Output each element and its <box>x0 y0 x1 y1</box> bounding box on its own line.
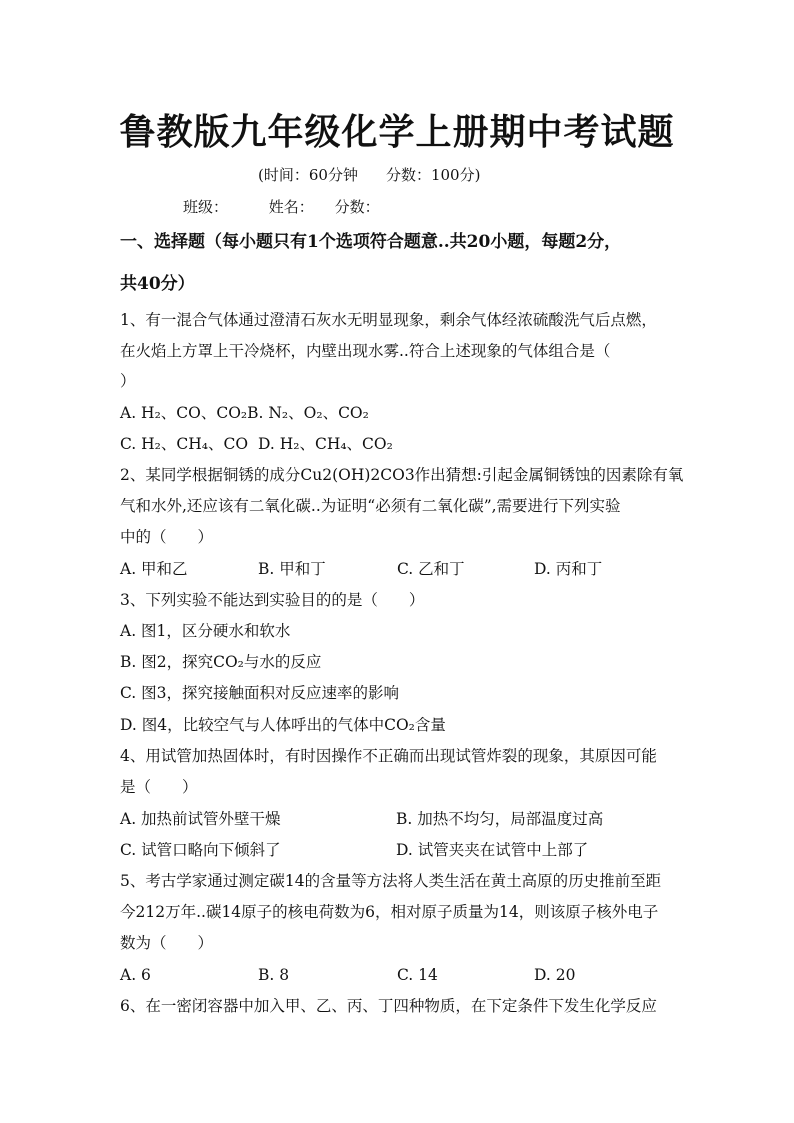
option-d: D. 20 <box>534 966 576 984</box>
question-1-line-3: ） <box>120 372 136 390</box>
option-c: C. 图3，探究接触面积对反应速率的影响 <box>120 684 400 702</box>
question-2-line-2: 气和水外,还应该有二氧化碳..为证明“必须有二氧化碳”,需要进行下列实验 <box>120 497 621 515</box>
option-a: A. 6 <box>120 966 151 984</box>
option-c: C. 试管口略向下倾斜了 <box>120 841 281 859</box>
question-5-line-3: 数为（ ） <box>120 934 214 952</box>
section-heading-cont: 共40分） <box>120 274 195 294</box>
option-d: D. 图4，比较空气与人体呼出的气体中CO₂含量 <box>120 716 446 734</box>
option-a: A. 加热前试管外壁干燥 <box>120 810 281 828</box>
question-5-line-2: 今212万年..碳14原子的核电荷数为6，相对原子质量为14，则该原子核外电子 <box>120 903 659 921</box>
exam-info <box>258 164 480 185</box>
option-b: B. 8 <box>258 966 290 984</box>
option-d: D. 丙和丁 <box>534 560 603 578</box>
class-label: 班级： <box>183 198 229 216</box>
name-label: 姓名： <box>268 198 314 216</box>
option-c: C. H₂、CH₄、CO <box>120 435 249 453</box>
option-b: B. 图2，探究CO₂与水的反应 <box>120 653 322 671</box>
option-a-b: A. H₂、CO、CO₂B. N₂、O₂、CO₂ <box>120 404 369 422</box>
question-2-line-3: 中的（ ） <box>120 528 214 546</box>
time-info: (时间：60分钟 <box>258 166 358 184</box>
question-2-line-1: 2、某同学根据铜锈的成分Cu2(OH)2CO3作出猜想:引起金属铜锈蚀的因素除有氧 <box>120 466 684 484</box>
section-heading: 一、选择题（每小题只有1个选项符合题意..共20小题，每题2分， <box>120 232 622 252</box>
option-c: C. 乙和丁 <box>397 560 465 578</box>
question-4-line-2: 是（ ） <box>120 778 198 796</box>
option-a: A. 图1，区分硬水和软水 <box>120 622 291 640</box>
question-1-line-2: 在火焰上方罩上干冷烧杯，内壁出现水雾..符合上述现象的气体组合是（ <box>120 342 611 360</box>
question-5-line-1: 5、考古学家通过测定碳14的含量等方法将人类生活在黄土高原的历史推前至距 <box>120 872 662 890</box>
option-b: B. 甲和丁 <box>258 560 326 578</box>
question-4-line-1: 4、用试管加热固体时，有时因操作不正确而出现试管炸裂的现象，其原因可能 <box>120 747 657 765</box>
option-a: A. 甲和乙 <box>120 560 188 578</box>
question-6-line-1: 6、在一密闭容器中加入甲、乙、丙、丁四种物质，在下定条件下发生化学反应 <box>120 997 657 1015</box>
question-3-line-1: 3、下列实验不能达到实验目的的是（ ） <box>120 591 425 609</box>
score-label: 分数： <box>334 198 380 216</box>
score-info: 分数：100分) <box>385 166 481 184</box>
question-1-line-1: 1、有一混合气体通过澄清石灰水无明显现象，剩余气体经浓硫酸洗气后点燃， <box>120 311 657 329</box>
page-title: 鲁教版九年级化学上册期中考试题 <box>119 111 675 153</box>
option-d: D. H₂、CH₄、CO₂ <box>258 435 393 453</box>
student-info-line <box>183 196 396 217</box>
option-b: B. 加热不均匀，局部温度过高 <box>396 810 604 828</box>
option-c: C. 14 <box>397 966 438 984</box>
option-d: D. 试管夹夹在试管中上部了 <box>396 841 589 859</box>
